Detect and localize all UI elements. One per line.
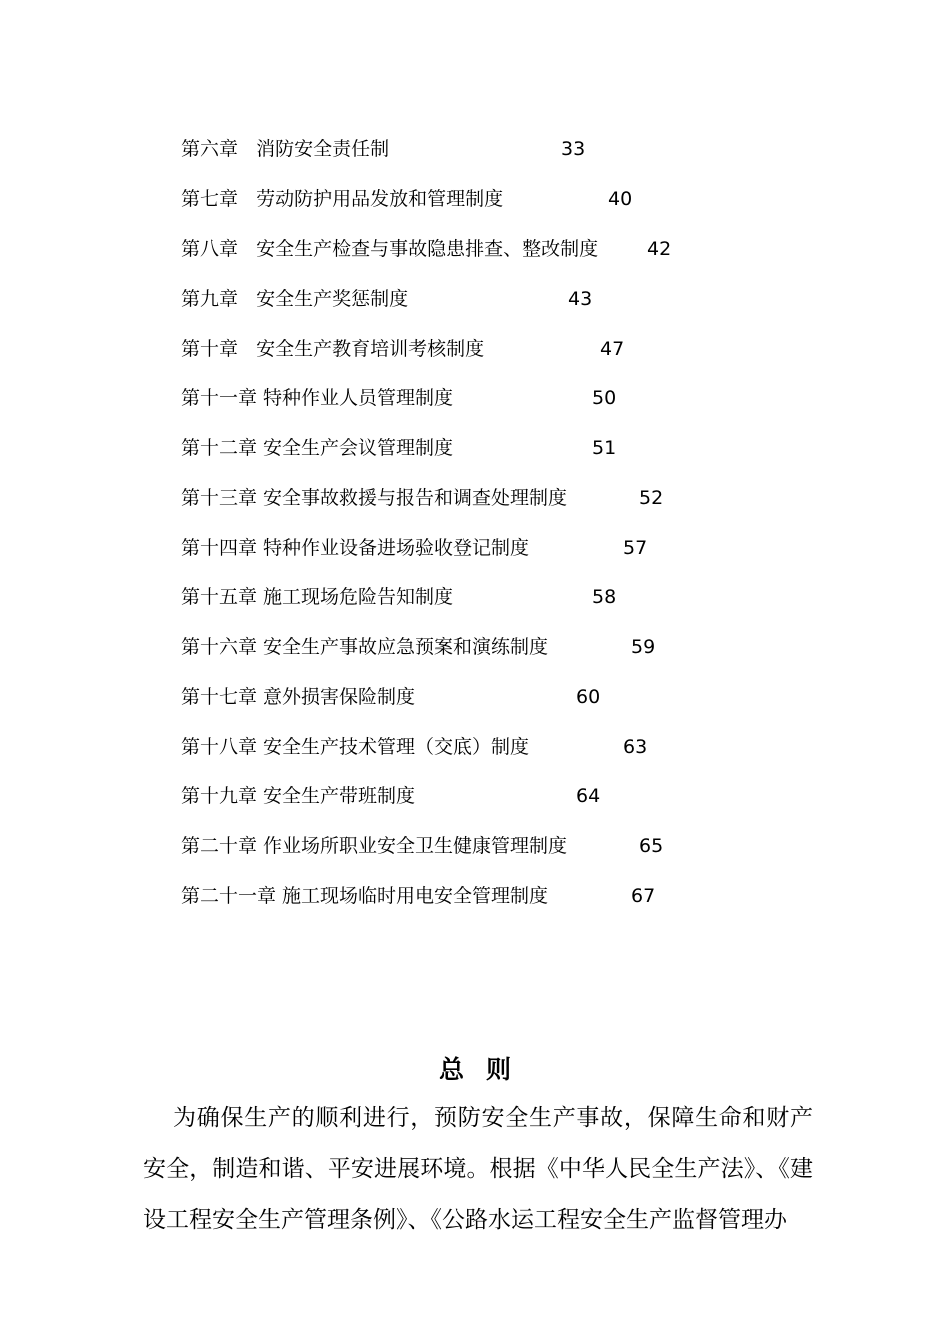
toc-entry[interactable] bbox=[0, 184, 950, 214]
toc-entry-title: 第十八章 安全生产技术管理（交底）制度 bbox=[181, 736, 530, 758]
toc-entry-page: 67 bbox=[631, 885, 656, 907]
toc-entry[interactable] bbox=[0, 334, 950, 364]
toc-entry-page: 51 bbox=[592, 437, 617, 459]
toc-entry-title: 第十二章 安全生产会议管理制度 bbox=[181, 437, 454, 459]
toc-entry[interactable] bbox=[0, 284, 950, 314]
toc-entry-page: 52 bbox=[639, 487, 664, 509]
toc-entry[interactable] bbox=[0, 732, 950, 762]
toc-entry[interactable] bbox=[0, 234, 950, 264]
toc-entry-page: 59 bbox=[631, 636, 656, 658]
toc-entry-title: 第八章 安全生产检查与事故隐患排查、整改制度 bbox=[181, 238, 599, 260]
toc-entry-page: 64 bbox=[576, 785, 601, 807]
toc-entry-title: 第十四章 特种作业设备进场验收登记制度 bbox=[181, 537, 530, 559]
toc-entry-title: 第十一章 特种作业人员管理制度 bbox=[181, 387, 454, 409]
toc-entry-page: 50 bbox=[592, 387, 617, 409]
toc-entry-title: 第十七章 意外损害保险制度 bbox=[181, 686, 416, 708]
toc-entry[interactable] bbox=[0, 483, 950, 513]
toc-entry-title: 第二十章 作业场所职业安全卫生健康管理制度 bbox=[181, 835, 568, 857]
toc-entry[interactable] bbox=[0, 582, 950, 612]
toc-entry-title: 第七章 劳动防护用品发放和管理制度 bbox=[181, 188, 504, 210]
toc-entry-title: 第九章 安全生产奖惩制度 bbox=[181, 288, 409, 310]
body-paragraph: 为确保生产的顺利进行，预防安全生产事故，保障生命和财产安全，制造和谐、平安进展环境。根据《中华人民全生产法》、《建设工程安全生产管理条例》、《公路水运工程安全生产监督管理办 bbox=[143, 1105, 813, 1233]
toc-entry-page: 42 bbox=[647, 238, 672, 260]
toc-entry-title: 第十三章 安全事故救援与报告和调查处理制度 bbox=[181, 487, 568, 509]
toc-entry[interactable] bbox=[0, 134, 950, 164]
toc-entry-page: 33 bbox=[561, 138, 586, 160]
toc-entry-title: 第十五章 施工现场危险告知制度 bbox=[181, 586, 454, 608]
toc-entry-page: 65 bbox=[639, 835, 664, 857]
toc-entry[interactable] bbox=[0, 881, 950, 911]
toc-entry[interactable] bbox=[0, 433, 950, 463]
toc-entry[interactable] bbox=[0, 632, 950, 662]
toc-entry-page: 63 bbox=[623, 736, 648, 758]
toc-entry-title: 第十九章 安全生产带班制度 bbox=[181, 785, 416, 807]
toc-entry[interactable] bbox=[0, 831, 950, 861]
toc-entry-title: 第六章 消防安全责任制 bbox=[181, 138, 390, 160]
toc-entry-title: 第二十一章 施工现场临时用电安全管理制度 bbox=[181, 885, 549, 907]
toc-entry-title: 第十六章 安全生产事故应急预案和演练制度 bbox=[181, 636, 549, 658]
toc-entry-page: 58 bbox=[592, 586, 617, 608]
toc-entry-title: 第十章 安全生产教育培训考核制度 bbox=[181, 338, 485, 360]
toc-entry-page: 60 bbox=[576, 686, 601, 708]
toc-entry[interactable] bbox=[0, 383, 950, 413]
toc-entry-page: 40 bbox=[608, 188, 633, 210]
toc-entry-page: 57 bbox=[623, 537, 648, 559]
toc-entry[interactable] bbox=[0, 781, 950, 811]
toc-entry-page: 43 bbox=[568, 288, 593, 310]
toc-entry-page: 47 bbox=[600, 338, 625, 360]
section-heading: 总则 bbox=[438, 1055, 533, 1084]
toc-entry[interactable] bbox=[0, 682, 950, 712]
toc-entry[interactable] bbox=[0, 533, 950, 563]
